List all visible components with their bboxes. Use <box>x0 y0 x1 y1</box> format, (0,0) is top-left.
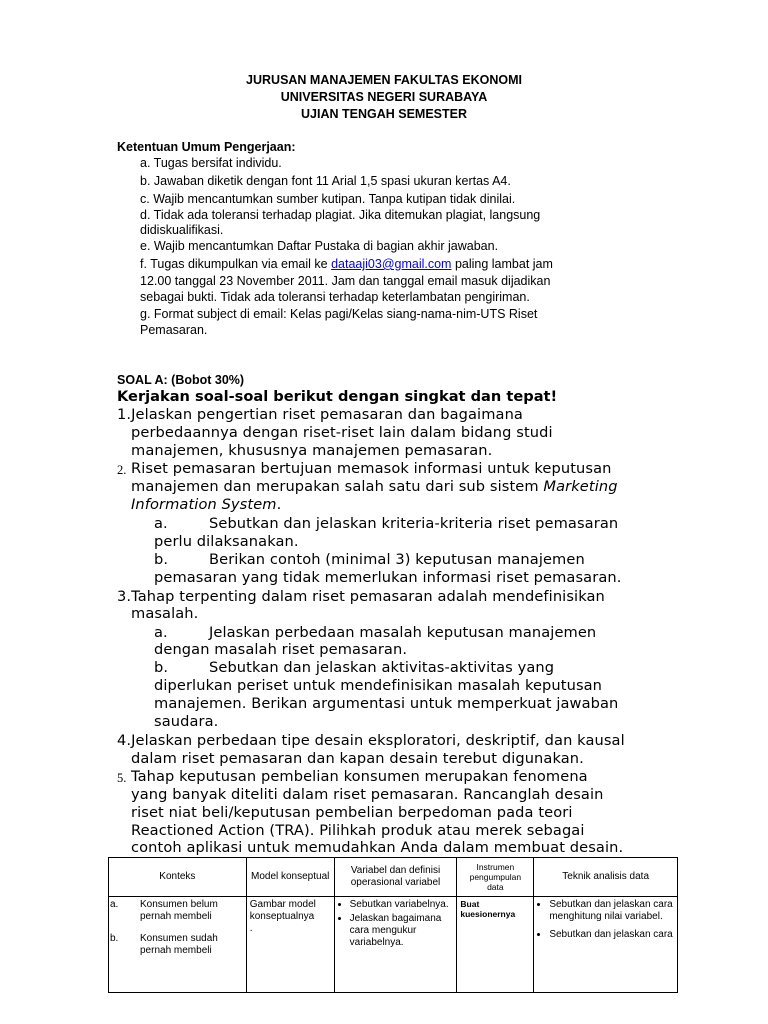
rule-d-cont: didiskualifikasi. <box>140 223 224 237</box>
email-link[interactable]: dataaji03@gmail.com <box>331 257 452 271</box>
header-model: Model konseptual <box>246 858 334 897</box>
context-item-a: a. Konsumen belum pernah membeli <box>110 899 218 922</box>
question-2a-label: a. <box>154 515 168 532</box>
rule-a: a. Tugas bersifat individu. <box>140 156 282 170</box>
header-konteks: Konteks <box>109 858 247 897</box>
model-dot: . <box>249 923 253 934</box>
header-teknik: Teknik analisis data <box>534 858 678 897</box>
question-3: 3.Tahap terpenting dalam riset pemasaran adalah mendefinisikan <box>117 588 605 605</box>
question-2-period: . <box>276 496 282 513</box>
question-5: Tahap keputusan pembelian konsumen merupakan fenomena <box>131 768 588 785</box>
teknik-list <box>537 899 674 941</box>
table-row <box>109 897 678 993</box>
question-2a-cont: perlu dilaksanakan. <box>154 533 299 550</box>
cell-teknik <box>534 897 678 993</box>
question-3b-cont-1: diperlukan periset untuk mendefinisikan masalah keputusan <box>154 677 603 694</box>
question-2-italic: Marketing <box>543 478 618 495</box>
cell-variabel <box>334 897 457 993</box>
header-university: UNIVERSITAS NEGERI SURABAYA <box>280 90 488 104</box>
variabel-item: • Jelaskan bagaimana cara mengukur variabelnya. <box>350 913 454 949</box>
header-department: JURUSAN MANAJEMEN FAKULTAS EKONOMI <box>246 73 522 87</box>
question-4-cont: dalam riset pemasaran dan kapan desain terebut digunakan. <box>131 750 584 767</box>
rules-title: Ketentuan Umum Pengerjaan: <box>117 140 296 154</box>
question-2a: Sebutkan dan jelaskan kriteria-kriteria riset pemasaran <box>209 515 619 532</box>
question-1-cont-1: perbedaannya dengan riset-riset lain dalam bidang studi <box>131 424 553 441</box>
header-variabel: Variabel dan definisi operasional variabel <box>334 858 457 897</box>
rule-f-cont-1: 12.00 tanggal 23 November 2011. Jam dan tanggal email masuk dijadikan <box>140 274 551 288</box>
variabel-item: • Sebutkan variabelnya. <box>350 899 454 911</box>
question-2b-cont: pemasaran yang tidak memerlukan informasi riset pemasaran. <box>154 569 622 586</box>
rule-f <box>140 256 553 272</box>
question-2b-label: b. <box>154 551 169 568</box>
question-5-cont-2: riset niat beli/keputusan pembelian berpedoman pada teori <box>131 804 573 821</box>
cell-konteks <box>109 897 247 993</box>
header-instrumen: Instrumen pengumpulan data <box>457 858 534 897</box>
question-5-cont-3: Reactioned Action (TRA). Pilihkah produk atau merek sebagai <box>131 822 585 839</box>
model-text: Gambar model konseptualnya <box>249 899 316 922</box>
teknik-item: • Sebutkan dan jelaskan cara <box>549 929 674 941</box>
variabel-list <box>338 899 454 949</box>
cell-model <box>246 897 334 993</box>
teknik-item: • Sebutkan dan jelaskan cara menghitung nilai variabel. <box>549 899 674 923</box>
question-2: Riset pemasaran bertujuan memasok informasi untuk keputusan <box>131 460 612 477</box>
rule-c: c. Wajib mencantumkan sumber kutipan. Tanpa kutipan tidak dinilai. <box>140 192 516 206</box>
section-title: SOAL A: (Bobot 30%) <box>117 373 245 387</box>
question-1: 1.Jelaskan pengertian riset pemasaran dan bagaimana <box>117 406 523 423</box>
question-3b: Sebutkan dan jelaskan aktivitas-aktivitas yang <box>209 659 555 676</box>
question-4: 4.Jelaskan perbedaan tipe desain eksploratori, deskriptif, dan kausal <box>117 732 625 749</box>
question-2b: Berikan contoh (minimal 3) keputusan manajemen <box>209 551 585 568</box>
rule-f-text: f. Tugas dikumpulkan via email ke <box>140 257 332 271</box>
context-item-b: b. Konsumen sudah pernah membeli <box>110 933 218 956</box>
question-2-italic-cont: Information System <box>131 496 277 513</box>
question-3a-cont: dengan masalah riset pemasaran. <box>154 641 408 658</box>
question-3a-label: a. <box>154 624 168 641</box>
question-2-cont-1 <box>131 478 618 496</box>
question-5-number: 5. <box>117 771 127 785</box>
rule-d: d. Tidak ada toleransi terhadap plagiat. Jika ditemukan plagiat, langsung <box>140 208 541 222</box>
rule-g: g. Format subject di email: Kelas pagi/Kelas siang-nama-nim-UTS Riset <box>140 307 538 321</box>
section-instruction: Kerjakan soal-soal berikut dengan singkat dan tepat! <box>117 388 558 405</box>
question-3b-cont-2: manajemen. Berikan argumentasi untuk memperkuat jawaban <box>154 695 619 712</box>
question-2-number: 2. <box>117 463 127 477</box>
rule-b: b. Jawaban diketik dengan font 11 Arial 1,5 spasi ukuran kertas A4. <box>140 174 511 188</box>
question-3-cont: masalah. <box>131 605 199 622</box>
rule-g-cont: Pemasaran. <box>140 323 208 337</box>
table-header-row <box>109 858 678 897</box>
question-5-cont-4: contoh aplikasi untuk memudahkan Anda dalam membuat desain. <box>131 839 624 856</box>
question-3b-cont-3: saudara. <box>154 713 219 730</box>
question-2-text: manajemen dan merupakan salah satu dari sub sistem <box>131 478 544 495</box>
rule-f-text-end: paling lambat jam <box>451 257 553 271</box>
header-exam-title: UJIAN TENGAH SEMESTER <box>301 107 467 121</box>
design-table <box>108 857 678 993</box>
cell-instrumen: Buat kuesionernya <box>457 897 534 993</box>
question-1-cont-2: manajemen, khususnya manajemen pemasaran. <box>131 442 493 459</box>
question-5-cont-1: yang banyak diteliti dalam riset pemasaran. Rancanglah desain <box>131 786 604 803</box>
rule-f-cont-2: sebagai bukti. Tidak ada toleransi terhadap keterlambatan pengiriman. <box>140 290 530 304</box>
question-3b-label: b. <box>154 659 169 676</box>
rule-e: e. Wajib mencantumkan Daftar Pustaka di bagian akhir jawaban. <box>140 239 499 253</box>
question-2-cont-2 <box>131 496 281 514</box>
question-3a: Jelaskan perbedaan masalah keputusan manajemen <box>209 624 597 641</box>
